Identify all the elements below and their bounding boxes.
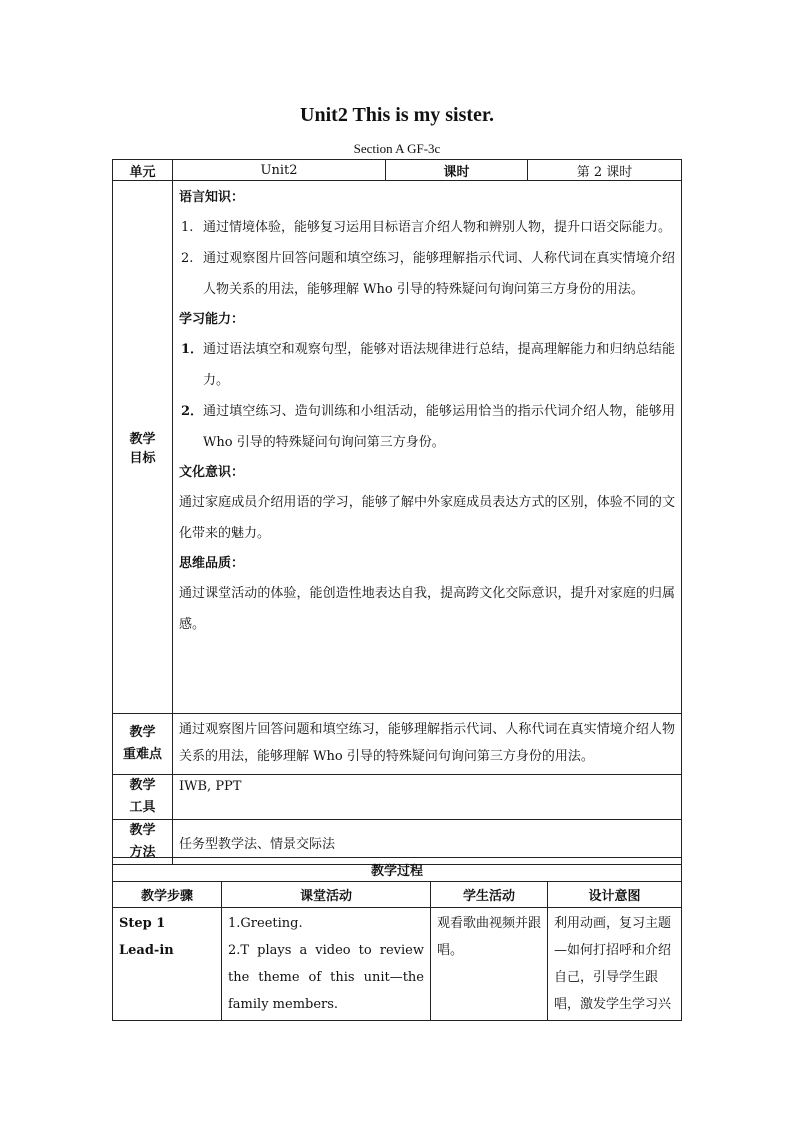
activity-item: 1.Greeting. — [228, 916, 303, 931]
language-item — [179, 243, 675, 305]
design-intent-cell: 利用动画，复习主题—如何打招呼和介绍自己，引导学生跟唱，激发学生学习兴 — [548, 908, 682, 1021]
key-points-label — [113, 714, 173, 775]
ability-heading: 学习能力： — [179, 312, 245, 327]
objectives-content — [173, 181, 682, 714]
ability-item-number: 1． — [181, 342, 204, 357]
methods-text: 任务型教学法、情景交际法 — [173, 820, 682, 865]
header-row — [113, 160, 682, 181]
language-item-number: 2. — [181, 251, 194, 266]
step-label: Step 1 — [119, 916, 166, 931]
period-value: 第 2 课时 — [528, 160, 682, 181]
language-item-number: 1. — [181, 220, 194, 235]
tools-label-line2: 工具 — [129, 800, 156, 815]
ability-item-text: 通过填空练习、造句训练和小组活动，能够运用恰当的指示代词介绍人物，能够用 Who 引导的特殊疑问句询问第三方身份。 — [203, 404, 675, 450]
tools-text: IWB, PPT — [173, 775, 682, 820]
language-item-text: 通过观察图片回答问题和填空练习，能够理解指示代词、人称代词在真实情境介绍人物关系的用法，能够理解 Who 引导的特殊疑问句询问第三方身份的用法。 — [203, 251, 675, 297]
process-column-headers — [113, 882, 682, 908]
objectives-label-line2: 目标 — [129, 451, 156, 466]
process-heading-row — [113, 858, 682, 882]
objectives-row — [113, 181, 682, 714]
key-points-text: 通过观察图片回答问题和填空练习，能够理解指示代词、人称代词在真实情境介绍人物关系的用法，能够理解 Who 引导的特殊疑问句询问第三方身份的用法。 — [173, 714, 682, 775]
language-heading: 语言知识： — [179, 190, 245, 205]
step-cell — [113, 908, 222, 1021]
objectives-label — [113, 181, 173, 714]
tools-label — [113, 775, 173, 820]
culture-heading: 文化意识： — [179, 465, 245, 480]
tools-row — [113, 775, 682, 820]
key-points-label-line1: 教学 — [129, 725, 156, 740]
key-points-row — [113, 714, 682, 775]
lesson-plan-table — [112, 159, 682, 865]
ability-item — [179, 334, 675, 396]
column-header-intent: 设计意图 — [548, 882, 682, 908]
activity-item: 2.T plays a video to review the theme of this unit—the family members. — [228, 943, 424, 1012]
activity-cell — [222, 908, 431, 1021]
language-item-text: 通过情境体验，能够复习运用目标语言介绍人物和辨别人物，提升口语交际能力。 — [203, 220, 672, 235]
column-header-step: 教学步骤 — [113, 882, 222, 908]
student-activity-cell: 观看歌曲视频并跟唱。 — [431, 908, 548, 1021]
language-item — [179, 212, 675, 243]
key-points-label-line2: 重难点 — [122, 747, 162, 762]
column-header-student: 学生活动 — [431, 882, 548, 908]
objectives-label-line1: 教学 — [129, 432, 156, 447]
step-name: Lead-in — [119, 943, 174, 958]
period-label: 课时 — [386, 160, 528, 181]
thinking-heading: 思维品质： — [179, 556, 245, 571]
thinking-text: 通过课堂活动的体验，能创造性地表达自我，提高跨文化交际意识，提升对家庭的归属感。 — [179, 586, 675, 632]
unit-value: Unit2 — [173, 160, 386, 181]
ability-item-text: 通过语法填空和观察句型，能够对语法规律进行总结，提高理解能力和归纳总结能力。 — [203, 342, 675, 388]
tools-label-line1: 教学 — [129, 778, 156, 793]
ability-item-number: 2． — [181, 404, 204, 419]
teaching-process-table — [112, 857, 682, 1021]
ability-item — [179, 396, 675, 458]
culture-text: 通过家庭成员介绍用语的学习，能够了解中外家庭成员表达方式的区别，体验不同的文化带来的魅力。 — [179, 495, 675, 541]
unit-label: 单元 — [113, 160, 173, 181]
process-row — [113, 908, 682, 1021]
process-heading: 教学过程 — [113, 858, 682, 882]
document-title: Unit2 This is my sister. — [300, 104, 494, 126]
methods-label-line2: 方法 — [129, 845, 156, 860]
column-header-activity: 课堂活动 — [222, 882, 431, 908]
methods-label-line1: 教学 — [129, 823, 156, 838]
document-subtitle: Section A GF-3c — [353, 141, 441, 156]
